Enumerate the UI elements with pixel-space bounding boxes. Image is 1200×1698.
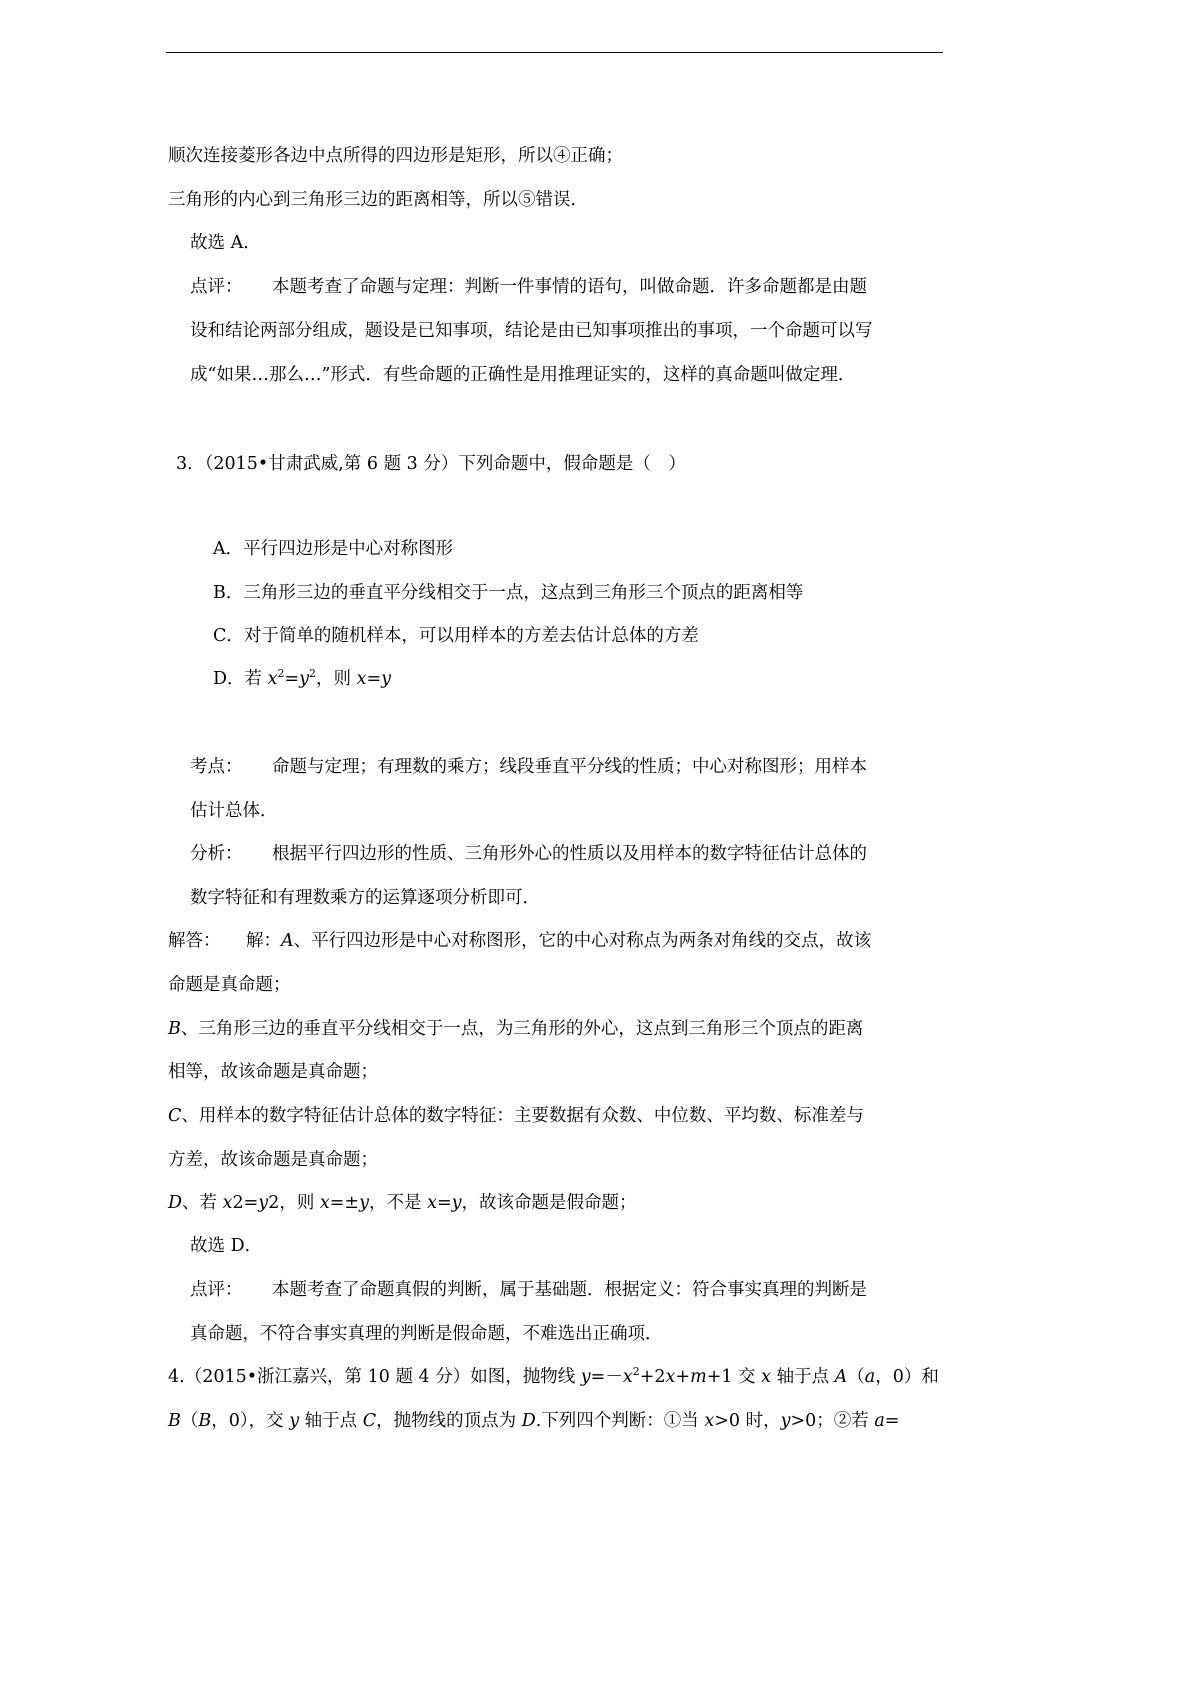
comment-line: 真命题，不符合事实真理的判断是假命题，不难选出正确项． (190, 1324, 663, 1344)
question-4-stem: 4.（2015•浙江嘉兴，第 10 题 4 分）如图，抛物线 $y=-x^2+2x+m+1$ 交 x 轴于点 A（a，0）和 (168, 1365, 939, 1387)
comment-line: 成“如果…那么…”形式．有些命题的正确性是用推理证实的，这样的真命题叫做定理． (190, 365, 856, 385)
fenxi-label: 分析： (190, 844, 243, 864)
option-a: A．平行四边形是中心对称图形 (213, 539, 454, 559)
answer-b-line: B、三角形三边的垂直平分线相交于一点，为三角形的外心，这点到三角形三个顶点的距离 (168, 1019, 864, 1039)
fenxi-text: 数字特征和有理数乘方的运算逐项分析即可． (190, 888, 540, 908)
comment-label: 点评： (190, 277, 243, 297)
option-d: D．若 $x^2=y^2$，则 x=y (213, 667, 392, 689)
comment-line: 设和结论两部分组成，题设是已知事项，结论是由已知事项推出的事项，一个命题可以写 (190, 321, 873, 341)
kaodian-text: 估计总体． (190, 801, 278, 821)
answer-a-line: 命题是真命题； (168, 975, 291, 995)
option-b: B．三角形三边的垂直平分线相交于一点，这点到三角形三个顶点的距离相等 (213, 583, 804, 603)
fenxi-text: 根据平行四边形的性质、三角形外心的性质以及用样本的数字特征估计总体的 (272, 844, 867, 864)
question-4-stem: B（B，0），交 y 轴于点 C，抛物线的顶点为 D.下列四个判断：①当 x>0 时，y>0；②若 a= (168, 1411, 900, 1431)
answer-c-line: 方差，故该命题是真命题； (168, 1150, 378, 1170)
comment-label: 点评： (190, 1280, 243, 1300)
kaodian-text: 命题与定理；有理数的乘方；线段垂直平分线的性质；中心对称图形；用样本 (272, 757, 867, 777)
answer-a-line: 解：A、平行四边形是中心对称图形，它的中心对称点为两条对角线的交点，故该 (246, 931, 872, 951)
answer-label: 解答： (168, 931, 221, 951)
header-rule (166, 52, 943, 53)
answer-c-line: C、用样本的数字特征估计总体的数字特征：主要数据有众数、中位数、平均数、标准差与 (168, 1106, 864, 1126)
comment-line: 本题考查了命题与定理：判断一件事情的语句，叫做命题．许多命题都是由题 (272, 277, 867, 297)
solution-line-5: 三角形的内心到三角形三边的距离相等，所以⑤错误． (168, 190, 588, 210)
kaodian-label: 考点： (190, 757, 243, 777)
choose-answer: 故选 A． (190, 233, 261, 253)
comment-line: 本题考查了命题真假的判断，属于基础题．根据定义：符合事实真理的判断是 (272, 1280, 867, 1300)
choose-answer: 故选 D． (190, 1236, 263, 1256)
option-c: C．对于简单的随机样本，可以用样本的方差去估计总体的方差 (213, 626, 699, 646)
question-3-stem: 3．（2015•甘肃武威,第 6 题 3 分）下列命题中，假命题是（ ） (176, 454, 686, 474)
solution-line-4: 顺次连接菱形各边中点所得的四边形是矩形，所以④正确； (168, 146, 623, 166)
answer-b-line: 相等，故该命题是真命题； (168, 1062, 378, 1082)
answer-d-line: D、若 x2=y2，则 x=±y，不是 x=y，故该命题是假命题； (168, 1193, 637, 1213)
